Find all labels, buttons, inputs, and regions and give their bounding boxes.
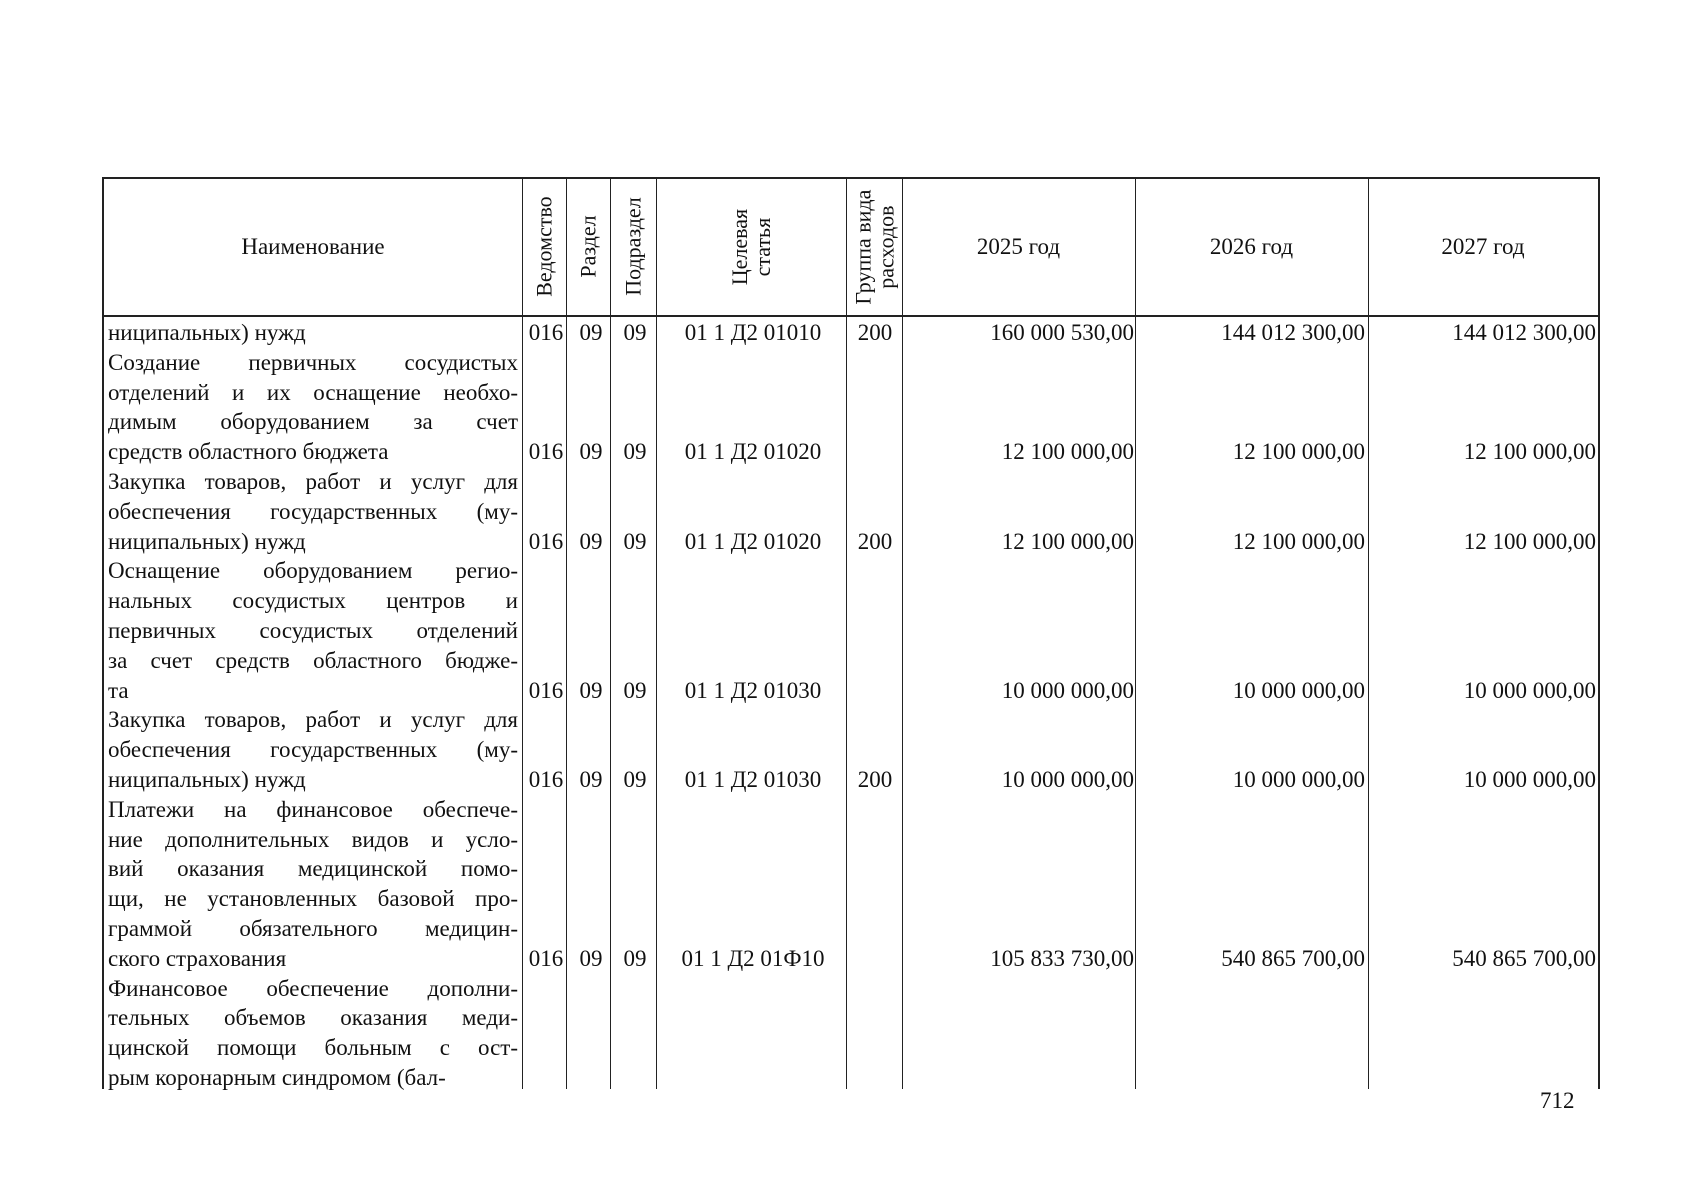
row-podrazdel: 09	[623, 439, 647, 465]
row-name-line: ского страхования	[108, 945, 287, 971]
row-name-line: Финансовое обеспечение дополни-	[108, 975, 518, 1001]
header-podrazdel	[610, 179, 656, 315]
row-value-2025: 10 000 000,00	[1001, 766, 1134, 792]
row-name	[108, 556, 518, 705]
header-celevaya-line2: статья	[749, 217, 775, 277]
row-value-2027: 540 865 700,00	[1452, 945, 1596, 971]
row-value-2026: 12 100 000,00	[1232, 528, 1365, 554]
row-name	[108, 795, 518, 974]
header-2027-text: 2027 год	[1441, 234, 1525, 260]
row-razdel: 09	[579, 766, 603, 792]
row-razdel: 09	[579, 945, 603, 971]
row-vedomstvo: 016	[528, 320, 564, 345]
row-value-2026: 10 000 000,00	[1232, 766, 1365, 792]
row-podrazdel: 09	[623, 945, 647, 971]
table-row	[104, 318, 1598, 348]
header-2026	[1135, 179, 1368, 315]
table-row	[104, 348, 1598, 467]
row-name-line: средств областного бюджета	[108, 439, 389, 465]
row-name-line: рым коронарным синдромом (бал-	[108, 1064, 446, 1090]
header-podrazdel-text: Подраздел	[620, 197, 646, 297]
row-name-line: первичных сосудистых отделений	[108, 617, 518, 643]
budget-table	[102, 177, 1600, 1089]
row-celevaya: 01 1 Д2 01030	[684, 677, 822, 703]
row-vedomstvo: 016	[528, 677, 564, 703]
row-name	[108, 974, 518, 1093]
row-celevaya: 01 1 Д2 01010	[684, 320, 822, 345]
row-name-line: Создание первичных сосудистых	[108, 349, 518, 375]
row-name	[108, 318, 518, 348]
row-value-2027: 12 100 000,00	[1463, 528, 1596, 554]
table-row	[104, 974, 1598, 1093]
header-divider	[104, 315, 1598, 317]
row-value-2025: 160 000 530,00	[990, 320, 1134, 345]
header-2025	[902, 179, 1135, 315]
header-celevaya-line1: Целевая	[726, 208, 752, 286]
row-celevaya: 01 1 Д2 01020	[684, 439, 822, 465]
header-2026-text: 2026 год	[1209, 234, 1294, 260]
row-celevaya: 01 1 Д2 01030	[684, 766, 822, 792]
header-2027	[1368, 179, 1598, 315]
row-name-line: ниципальных) нужд	[108, 766, 306, 792]
header-gruppa-line1: Группа вида	[849, 189, 875, 305]
row-podrazdel: 09	[623, 320, 647, 345]
row-name-line: щи, не установленных базовой про-	[108, 886, 518, 912]
row-vedomstvo: 016	[528, 766, 564, 792]
table-row	[104, 556, 1598, 705]
row-name	[108, 467, 518, 556]
row-razdel: 09	[579, 439, 603, 465]
row-razdel: 09	[579, 320, 603, 345]
table-row	[104, 467, 1598, 556]
header-vedomstvo	[522, 179, 566, 315]
table-row	[104, 705, 1598, 794]
row-value-2026: 12 100 000,00	[1232, 439, 1365, 465]
row-name-line: та	[108, 677, 129, 703]
row-value-2026: 144 012 300,00	[1221, 320, 1365, 345]
header-celevaya-text	[728, 209, 774, 285]
row-celevaya: 01 1 Д2 01020	[684, 528, 822, 554]
row-name-line: тельных объемов оказания меди-	[108, 1005, 518, 1031]
row-gruppa: 200	[857, 766, 893, 792]
row-value-2027: 12 100 000,00	[1463, 439, 1596, 465]
row-name-line: ниципальных) нужд	[108, 320, 306, 345]
header-gruppa	[846, 179, 902, 315]
row-razdel: 09	[579, 528, 603, 554]
row-name-line: отделений и их оснащение необхо-	[108, 379, 518, 405]
row-gruppa: 200	[857, 320, 893, 345]
row-name-line: обеспечения государственных (му-	[108, 737, 518, 763]
row-name-line: ниципальных) нужд	[108, 528, 306, 554]
table-row	[104, 795, 1598, 974]
header-vedomstvo-text: Ведомство	[531, 196, 557, 298]
row-value-2026: 10 000 000,00	[1232, 677, 1365, 703]
row-name-line: Закупка товаров, работ и услуг для	[108, 469, 518, 494]
row-value-2025: 12 100 000,00	[1001, 528, 1134, 554]
header-name	[104, 179, 522, 315]
row-name-line: Закупка товаров, работ и услуг для	[108, 707, 518, 733]
row-name-line: обеспечения государственных (му-	[108, 498, 518, 524]
row-value-2027: 144 012 300,00	[1452, 320, 1596, 345]
row-name-line: вий оказания медицинской помо-	[108, 856, 518, 882]
row-name-line: граммой обязательного медицин-	[108, 915, 518, 941]
header-razdel-text: Раздел	[575, 215, 601, 279]
row-gruppa: 200	[857, 528, 893, 554]
row-value-2027: 10 000 000,00	[1463, 677, 1596, 703]
page-number: 712	[1540, 1088, 1575, 1113]
header-name-text: Наименование	[241, 234, 385, 260]
header-gruppa-line2: расходов	[873, 205, 899, 289]
row-value-2026: 540 865 700,00	[1221, 945, 1365, 971]
row-value-2025: 12 100 000,00	[1001, 439, 1134, 465]
row-podrazdel: 09	[623, 677, 647, 703]
row-vedomstvo: 016	[528, 528, 564, 554]
row-name	[108, 348, 518, 467]
row-name-line: цинской помощи больным с ост-	[108, 1035, 518, 1061]
header-2025-text: 2025 год	[976, 234, 1061, 260]
row-vedomstvo: 016	[528, 945, 564, 971]
row-name-line: ние дополнительных видов и усло-	[108, 826, 518, 852]
row-celevaya: 01 1 Д2 01Ф10	[681, 945, 825, 971]
header-razdel	[566, 179, 610, 315]
row-value-2025: 105 833 730,00	[990, 945, 1134, 971]
row-value-2027: 10 000 000,00	[1463, 766, 1596, 792]
row-name-line: Оснащение оборудованием регио-	[108, 558, 518, 584]
row-name-line: за счет средств областного бюдже-	[108, 647, 518, 673]
row-name	[108, 705, 518, 794]
row-razdel: 09	[579, 677, 603, 703]
row-podrazdel: 09	[623, 528, 647, 554]
header-celevaya	[656, 179, 846, 315]
header-gruppa-text	[851, 190, 897, 305]
row-value-2025: 10 000 000,00	[1001, 677, 1134, 703]
row-name-line: нальных сосудистых центров и	[108, 588, 518, 614]
row-name-line: димым оборудованием за счет	[108, 409, 518, 435]
row-vedomstvo: 016	[528, 439, 564, 465]
row-podrazdel: 09	[623, 766, 647, 792]
row-name-line: Платежи на финансовое обеспече-	[108, 796, 518, 822]
